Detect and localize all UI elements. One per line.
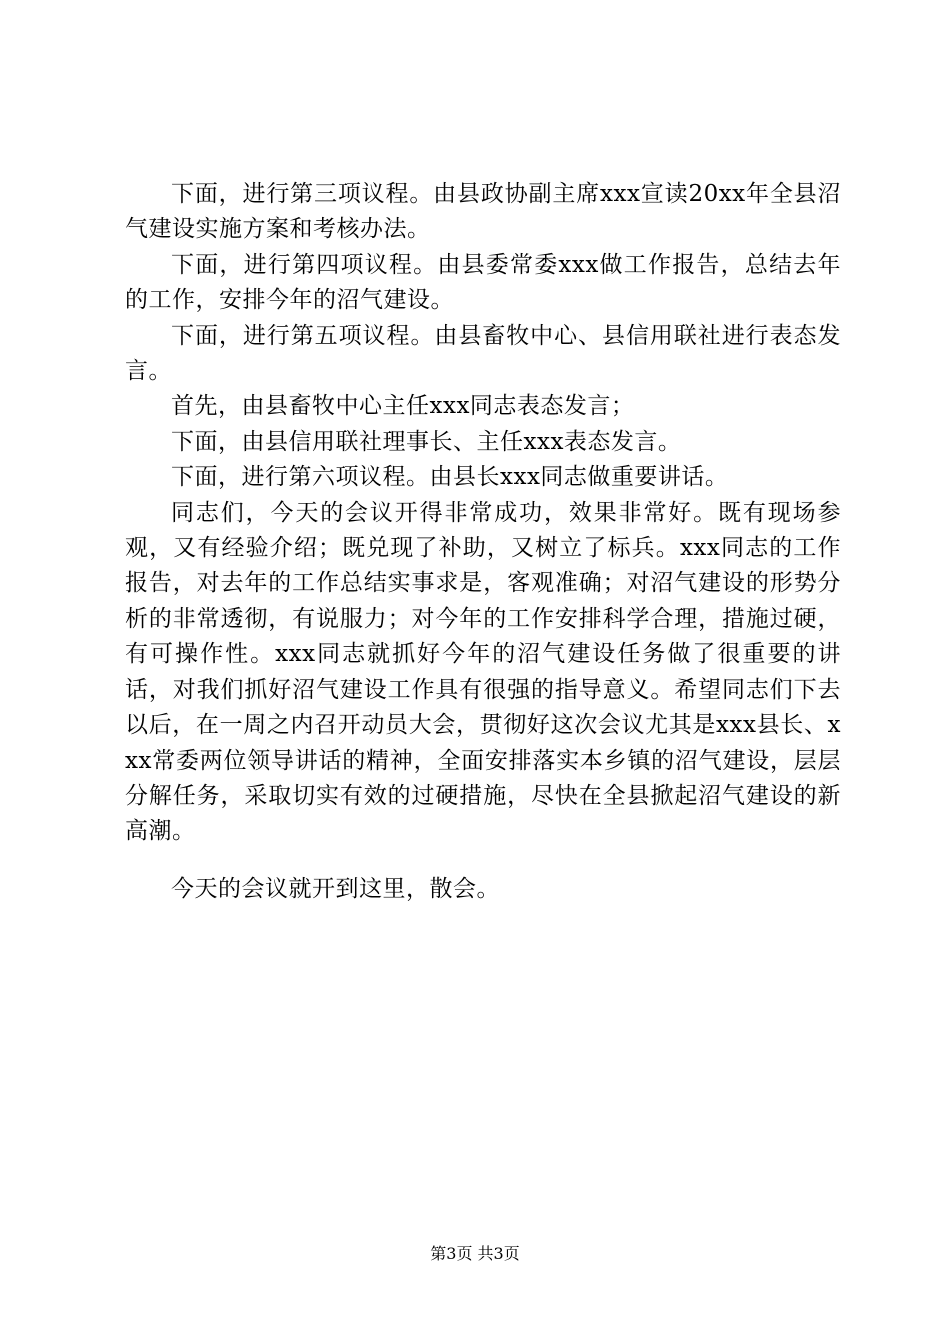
paragraph-agenda-three: 下面，进行第三项议程。由县政协副主席xxx宣读20xx年全县沼气建设实施方案和考核办法。	[125, 181, 841, 243]
paragraph-closing: 今天的会议就开到这里，散会。	[171, 875, 500, 902]
document-body	[125, 177, 841, 907]
paragraph-first-speech: 首先，由县畜牧中心主任xxx同志表态发言；	[171, 393, 635, 420]
paragraph-second-speech: 下面，由县信用联社理事长、主任xxx表态发言。	[171, 428, 682, 455]
paragraph-agenda-four: 下面，进行第四项议程。由县委常委xxx做工作报告，总结去年的工作，安排今年的沼气建设。	[125, 251, 841, 314]
paragraph-agenda-five: 下面，进行第五项议程。由县畜牧中心、县信用联社进行表态发言。	[125, 322, 841, 385]
paragraph-agenda-six: 下面，进行第六项议程。由县长xxx同志做重要讲话。	[171, 464, 729, 491]
page-footer	[0, 1244, 950, 1264]
paragraph-summary: 同志们，今天的会议开得非常成功，效果非常好。既有现场参观，又有经验介绍；既兑现了补助，又树立了标兵。xxx同志的工作报告，对去年的工作总结实事求是，客观准确；对沼气建设的形势分析的非常透彻，有说服力；对今年的工作安排科学合理，措施过硬，有可操作性。xxx同志就抓好今年的沼气建设任务做了很重要的讲话，对我们抓好沼气建设工作具有很强的指导意义。希望同志们下去以后，在一周之内召开动员大会，贯彻好这次会议尤其是xxx县长、xxx常委两位领导讲话的精神，全面安排落实本乡镇的沼气建设，层层分解任务，采取切实有效的过硬措施，尽快在全县掀起沼气建设的新高潮。	[125, 499, 841, 845]
page-number: 第3页 共3页	[430, 1244, 520, 1263]
